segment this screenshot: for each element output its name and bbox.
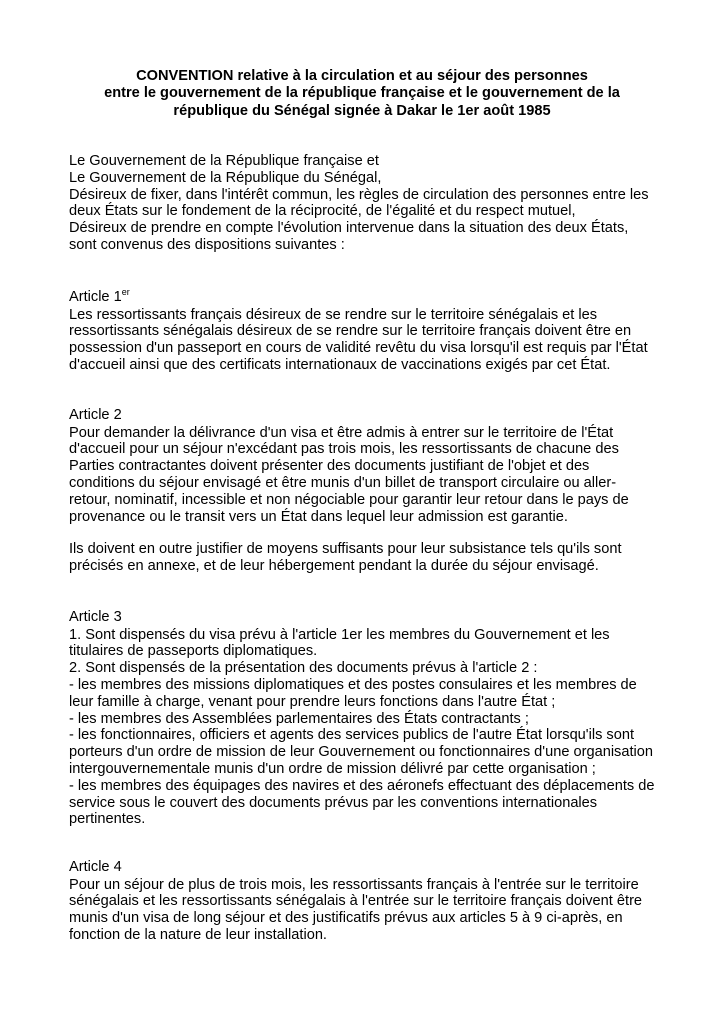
article-line: Ils doivent en outre justifier de moyens suffisants pour leur subsistance tels qu'ils sont [69, 541, 622, 557]
article-1 [69, 289, 663, 374]
document-title [60, 68, 664, 120]
article-4-heading: Article 4 [69, 859, 122, 875]
article-4 [69, 859, 663, 944]
article-line: précisés en annexe, et de leur hébergement pendant la durée du séjour envisagé. [69, 557, 599, 574]
article-line: - les fonctionnaires, officiers et agents des services publics de l'autre État lorsqu'ils sont [69, 727, 635, 744]
article-2-paragraph-2 [69, 541, 663, 575]
article-2-heading: Article 2 [69, 407, 122, 423]
article-line: Pour demander la délivrance d'un visa et être admis à entrer sur le territoire de l'État [69, 424, 614, 441]
preamble [69, 153, 663, 254]
article-line: d'accueil ainsi que des certificats internationaux de vaccinations exigés par cet État. [69, 356, 611, 373]
article-line: service sous le couvert des documents prévus par les conventions internationales [69, 794, 598, 811]
title-line: entre le gouvernement de la république française et le gouvernement de la [104, 85, 620, 102]
article-line: leur famille à charge, venant pour prendre leurs fonctions dans l'autre État ; [69, 693, 556, 710]
article-line: intergouvernementale munis d'un ordre de mission délivré par cette organisation ; [69, 760, 596, 777]
article-line: titulaires de passeports diplomatiques. [69, 643, 318, 660]
preamble-line: Le Gouvernement de la République du Sénégal, [69, 169, 382, 186]
article-line: 2. Sont dispensés de la présentation des documents prévus à l'article 2 : [69, 660, 538, 677]
article-line: possession d'un passeport en cours de validité revêtu du visa lorsqu'il est requis par l'État [69, 340, 648, 357]
preamble-line: Désireux de fixer, dans l'intérêt commun, les règles de circulation des personnes entre les [69, 186, 649, 203]
article-1-heading [69, 289, 663, 307]
article-line: Les ressortissants français désireux de se rendre sur le territoire sénégalais et les [69, 306, 598, 323]
preamble-line: sont convenus des dispositions suivantes : [69, 236, 345, 253]
article-heading-text: Article 1 [69, 289, 122, 305]
preamble-line: deux États sur le fondement de la réciprocité, de l'égalité et du respect mutuel, [69, 203, 576, 220]
article-line: munis d'un visa de long séjour et des justificatifs prévus aux articles 5 à 9 ci-après, en [69, 910, 623, 927]
article-line: Parties contractantes doivent présenter des documents justifiant de l'objet et des [69, 458, 590, 475]
article-3 [69, 609, 663, 828]
article-line: - les membres des Assemblées parlementaires des États contractants ; [69, 710, 529, 727]
article-line: d'accueil pour un séjour n'excédant pas trois mois, les ressortissants de chacune des [69, 441, 619, 458]
preamble-line: Désireux de prendre en compte l'évolution intervenue dans la situation des deux États, [69, 220, 629, 237]
article-line: conditions du séjour envisagé et être munis d'un billet de transport circulaire ou aller- [69, 474, 617, 491]
preamble-line: Le Gouvernement de la République française et [69, 153, 379, 169]
title-line: CONVENTION relative à la circulation et au séjour des personnes [136, 68, 588, 84]
article-line: sénégalais et les ressortissants sénégalais à l'entrée sur le territoire français doivent être [69, 893, 643, 910]
article-3-heading: Article 3 [69, 609, 122, 625]
article-heading-superscript: er [121, 287, 130, 297]
article-line: 1. Sont dispensés du visa prévu à l'article 1er les membres du Gouvernement et les [69, 626, 610, 643]
article-line: pertinentes. [69, 811, 146, 828]
article-line: provenance ou le transit vers un État dans lequel leur admission est garantie. [69, 508, 568, 525]
title-line: république du Sénégal signée à Dakar le 1er août 1985 [173, 102, 551, 119]
article-2 [69, 407, 663, 525]
article-line: porteurs d'un ordre de mission de leur Gouvernement ou fonctionnaires d'une organisation [69, 744, 653, 761]
article-line: - les membres des équipages des navires et des aéronefs effectuant des déplacements de [69, 777, 655, 794]
article-line: retour, nominatif, incessible et non négociable pour garantir leur retour dans le pays de [69, 491, 629, 508]
article-line: ressortissants sénégalais désireux de se rendre sur le territoire français doivent être en [69, 323, 632, 340]
article-line: fonction de la nature de leur installation. [69, 926, 327, 943]
article-line: - les membres des missions diplomatiques et des postes consulaires et les membres de [69, 676, 637, 693]
article-line: Pour un séjour de plus de trois mois, les ressortissants français à l'entrée sur le territoire [69, 876, 639, 893]
